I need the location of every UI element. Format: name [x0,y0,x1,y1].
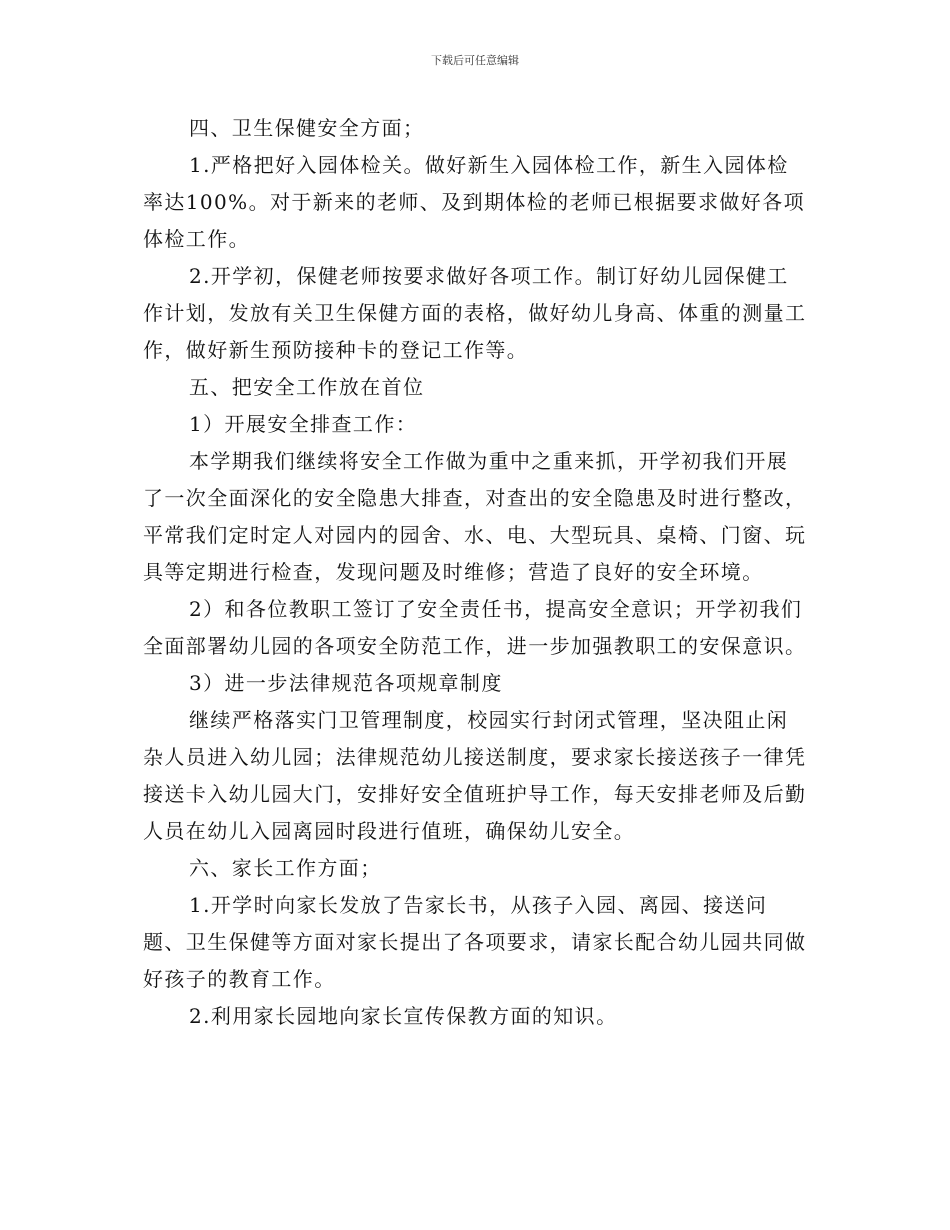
paragraph-parent-board: 2.利用家长园地向家长宣传保教方面的知识。 [189,1004,618,1028]
paragraph-entry-health-check: 1.严格把好入园体检关。做好新生入园体检工作，新生入园体检率达100%。对于新来的老师、及到期体检的老师已根据要求做好各项体检工作。 [143,153,805,251]
subheading-safety-inspection: 1）开展安全排查工作： [189,412,418,436]
section-heading-health-safety: 四、卫生保健安全方面； [189,116,425,140]
paragraph-safety-responsibility: 2）和各位教职工签订了安全责任书，提高安全意识；开学初我们全面部署幼儿园的各项安全防范工作，进一步加强教职工的安保意识。 [143,597,807,658]
document-body [143,110,808,1035]
paragraph-parent-letter: 1.开学时向家长发放了告家长书，从孩子入园、离园、接送问题、卫生保健等方面对家长提出了各项要求，请家长配合幼儿园共同做好孩子的教育工作。 [143,893,807,991]
section-heading-parent-work: 六、家长工作方面； [189,856,382,880]
subheading-regulations: 3）进一步法律规范各项规章制度 [189,671,503,695]
page-header-note: 下载后可任意编辑 [431,54,519,67]
paragraph-health-teacher-work: 2.开学初，保健老师按要求做好各项工作。制订好幼儿园保健工作计划，发放有关卫生保健方面的表格，做好幼儿身高、体重的测量工作，做好新生预防接种卡的登记工作等。 [143,264,807,362]
paragraph-safety-inspection: 本学期我们继续将安全工作做为重中之重来抓，开学初我们开展了一次全面深化的安全隐患大排查，对查出的安全隐患及时进行整改，平常我们定时定人对园内的园舍、水、电、大型玩具、桌椅、门窗、玩具等定期进行检查，发现问题及时维修；营造了良好的安全环境。 [143,449,807,584]
paragraph-gate-management: 继续严格落实门卫管理制度，校园实行封闭式管理，坚决阻止闲杂人员进入幼儿园；法律规范幼儿接送制度，要求家长接送孩子一律凭接送卡入幼儿园大门，安排好安全值班护导工作，每天安排老师及后勤人员在幼儿入园离园时段进行值班，确保幼儿安全。 [143,708,807,843]
section-heading-safety-first: 五、把安全工作放在首位 [189,375,425,399]
